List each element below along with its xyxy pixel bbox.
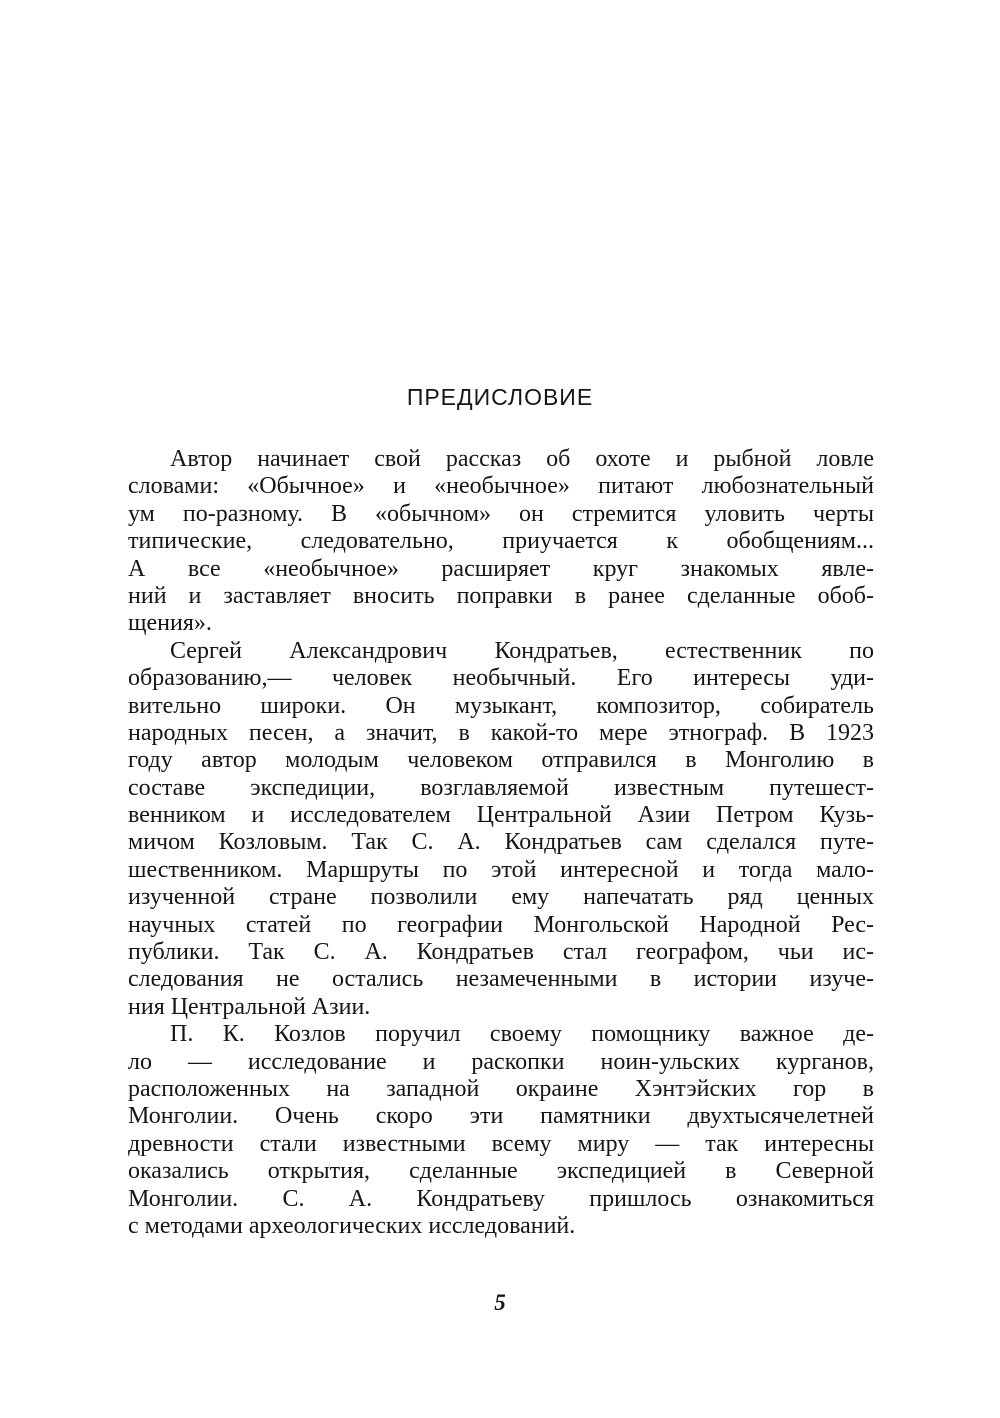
- paragraph-2-line-4: народных песен, а значит, в какой-то мере этнограф. В 1923: [128, 719, 874, 746]
- paragraph-2-line-14: ния Центральной Азии.: [128, 993, 371, 1020]
- paragraph-2-line-3: вительно широки. Он музыкант, композитор, собиратель: [128, 692, 874, 719]
- paragraph-3-line-1: П. К. Козлов поручил своему помощнику важное де-: [170, 1021, 874, 1048]
- paragraph-2-line-9: шественником. Маршруты по этой интересной и тогда мало-: [128, 856, 874, 883]
- paragraph-1-line-4: типические, следовательно, приучается к обобщениям...: [128, 528, 874, 555]
- paragraph-3-line-4: Монголии. Очень скоро эти памятники двухтысячелетней: [128, 1103, 874, 1130]
- paragraph-1-line-5: А все «необычное» расширяет круг знакомых явле-: [128, 555, 874, 582]
- paragraph-2-line-13: следования не остались незамеченными в истории изуче-: [128, 966, 874, 993]
- paragraph-2-line-1: Сергей Александрович Кондратьев, естественник по: [170, 637, 874, 664]
- body-text: [128, 446, 874, 1240]
- paragraph-2-line-5: году автор молодым человеком отправился в Монголию в: [128, 747, 874, 774]
- paragraph-2-line-8: мичом Козловым. Так С. А. Кондратьев сам сделался путе-: [128, 829, 874, 856]
- paragraph-3-line-5: древности стали известными всему миру — так интересны: [128, 1130, 874, 1157]
- paragraph-3-line-2: ло — исследование и раскопки ноин-ульских курганов,: [128, 1048, 874, 1075]
- paragraph-1-line-2: словами: «Обычное» и «необычное» питают любознательный: [128, 473, 874, 500]
- paragraph-2-line-7: венником и исследователем Центральной Азии Петром Кузь-: [128, 802, 874, 829]
- paragraph-1-line-7: щения».: [128, 610, 212, 637]
- paragraph-1-line-6: ний и заставляет вносить поправки в ранее сделанные обоб-: [128, 582, 874, 609]
- page-number: 5: [494, 1290, 506, 1315]
- page-title: ПРЕДИСЛОВИЕ: [406, 384, 594, 410]
- paragraph-3-line-7: Монголии. С. А. Кондратьеву пришлось ознакомиться: [128, 1185, 874, 1212]
- paragraph-3-line-8: с методами археологических исследований.: [128, 1212, 576, 1239]
- paragraph-1-line-1: Автор начинает свой рассказ об охоте и рыбной ловле: [170, 446, 874, 472]
- paragraph-3-line-3: расположенных на западной окраине Хэнтэйских гор в: [128, 1075, 874, 1102]
- paragraph-2-line-12: публики. Так С. А. Кондратьев стал географом, чьи ис-: [128, 939, 874, 966]
- paragraph-2-line-10: изученной стране позволили ему напечатать ряд ценных: [128, 884, 874, 911]
- paragraph-1-line-3: ум по-разному. В «обычном» он стремится уловить черты: [128, 500, 874, 527]
- paragraph-3-line-6: оказались открытия, сделанные экспедицией в Северной: [128, 1158, 874, 1185]
- paragraph-2-line-11: научных статей по географии Монгольской Народной Рес-: [128, 911, 874, 938]
- paragraph-2-line-2: образованию,— человек необычный. Его интересы уди-: [128, 665, 874, 692]
- paragraph-2-line-6: составе экспедиции, возглавляемой известным путешест-: [128, 774, 874, 801]
